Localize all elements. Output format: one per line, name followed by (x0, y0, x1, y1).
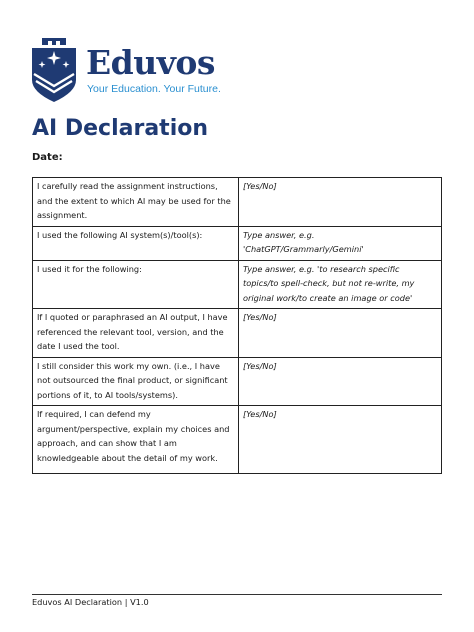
answer-cell[interactable]: [Yes/No] (239, 178, 442, 227)
question-cell: I still consider this work my own. (i.e., I have not outsourced the final product, or significant portions of it, to AI tools/systems). (33, 357, 239, 406)
brand-name: Eduvos (86, 43, 215, 82)
declaration-table (32, 177, 442, 474)
answer-cell[interactable]: [Yes/No] (239, 357, 442, 406)
footer-text: Eduvos AI Declaration | V1.0 (32, 597, 149, 607)
page-title: AI Declaration (32, 116, 209, 141)
answer-cell[interactable]: [Yes/No] (239, 406, 442, 474)
table-row (33, 226, 442, 260)
answer-cell[interactable]: Type answer, e.g. 'to research specific topics/to spell-check, but not re-write, my original work/to create an image or code' (239, 260, 442, 309)
crest-icon (30, 36, 78, 104)
question-cell: I used it for the following: (33, 260, 239, 309)
question-cell: I carefully read the assignment instructions, and the extent to which AI may be used for the assignment. (33, 178, 239, 227)
table-row (33, 309, 442, 358)
question-cell: If I quoted or paraphrased an AI output, I have referenced the relevant tool, version, and the date I used the tool. (33, 309, 239, 358)
table-row (33, 406, 442, 474)
table-row (33, 260, 442, 309)
eduvos-logo (30, 36, 230, 106)
table-row (33, 178, 442, 227)
answer-cell[interactable]: [Yes/No] (239, 309, 442, 358)
question-cell: If required, I can defend my argument/perspective, explain my choices and approach, and can show that I am knowledgeable about the detail of my work. (33, 406, 239, 474)
brand-tagline: Your Education. Your Future. (87, 83, 221, 95)
question-cell: I used the following AI system(s)/tool(s): (33, 226, 239, 260)
answer-cell[interactable]: Type answer, e.g. 'ChatGPT/Grammarly/Gemini' (239, 226, 442, 260)
date-label: Date: (32, 152, 63, 163)
table-row (33, 357, 442, 406)
footer-divider (32, 594, 442, 595)
